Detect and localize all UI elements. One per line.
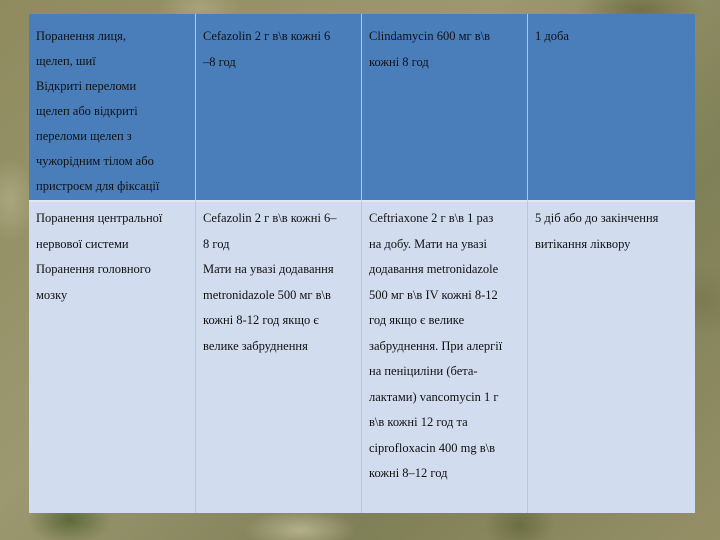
table-cell-duration: 1 доба [528,14,695,202]
table-cell-antibiotic: Cefazolin 2 г в\в кожні 6– 8 год Мати на увазі додавання metronidazole 500 мг в\в кожні 8-12 год якщо є велике забруднення [196,202,362,513]
table-cell-alternative: Clindamycin 600 мг в\в кожні 8 год [362,14,528,202]
table-cell-injury: Поранення лиця, щелеп, шиї Відкриті переломи щелеп або відкриті переломи щелеп з чужорідним тілом або пристроєм для фіксації [29,14,196,202]
antibiotic-table [29,14,695,513]
table-cell-duration: 5 діб або до закінчення витікання ліквору [528,202,695,513]
table-cell-antibiotic: Cefazolin 2 г в\в кожні 6 –8 год [196,14,362,202]
table-cell-alternative: Ceftriaxone 2 г в\в 1 раз на добу. Мати на увазі додавання metronidazole 500 мг в\в IV кожні 8-12 год якщо є велике забруднення. При алергії на пеніциліни (бета- лактами) vancomycin 1 г в\в кожні 12 год та ciprofloxacin 400 mg в\в кожні 8–12 год [362,202,528,513]
table-cell-injury: Поранення центральної нервової системи Поранення головного мозку [29,202,196,513]
